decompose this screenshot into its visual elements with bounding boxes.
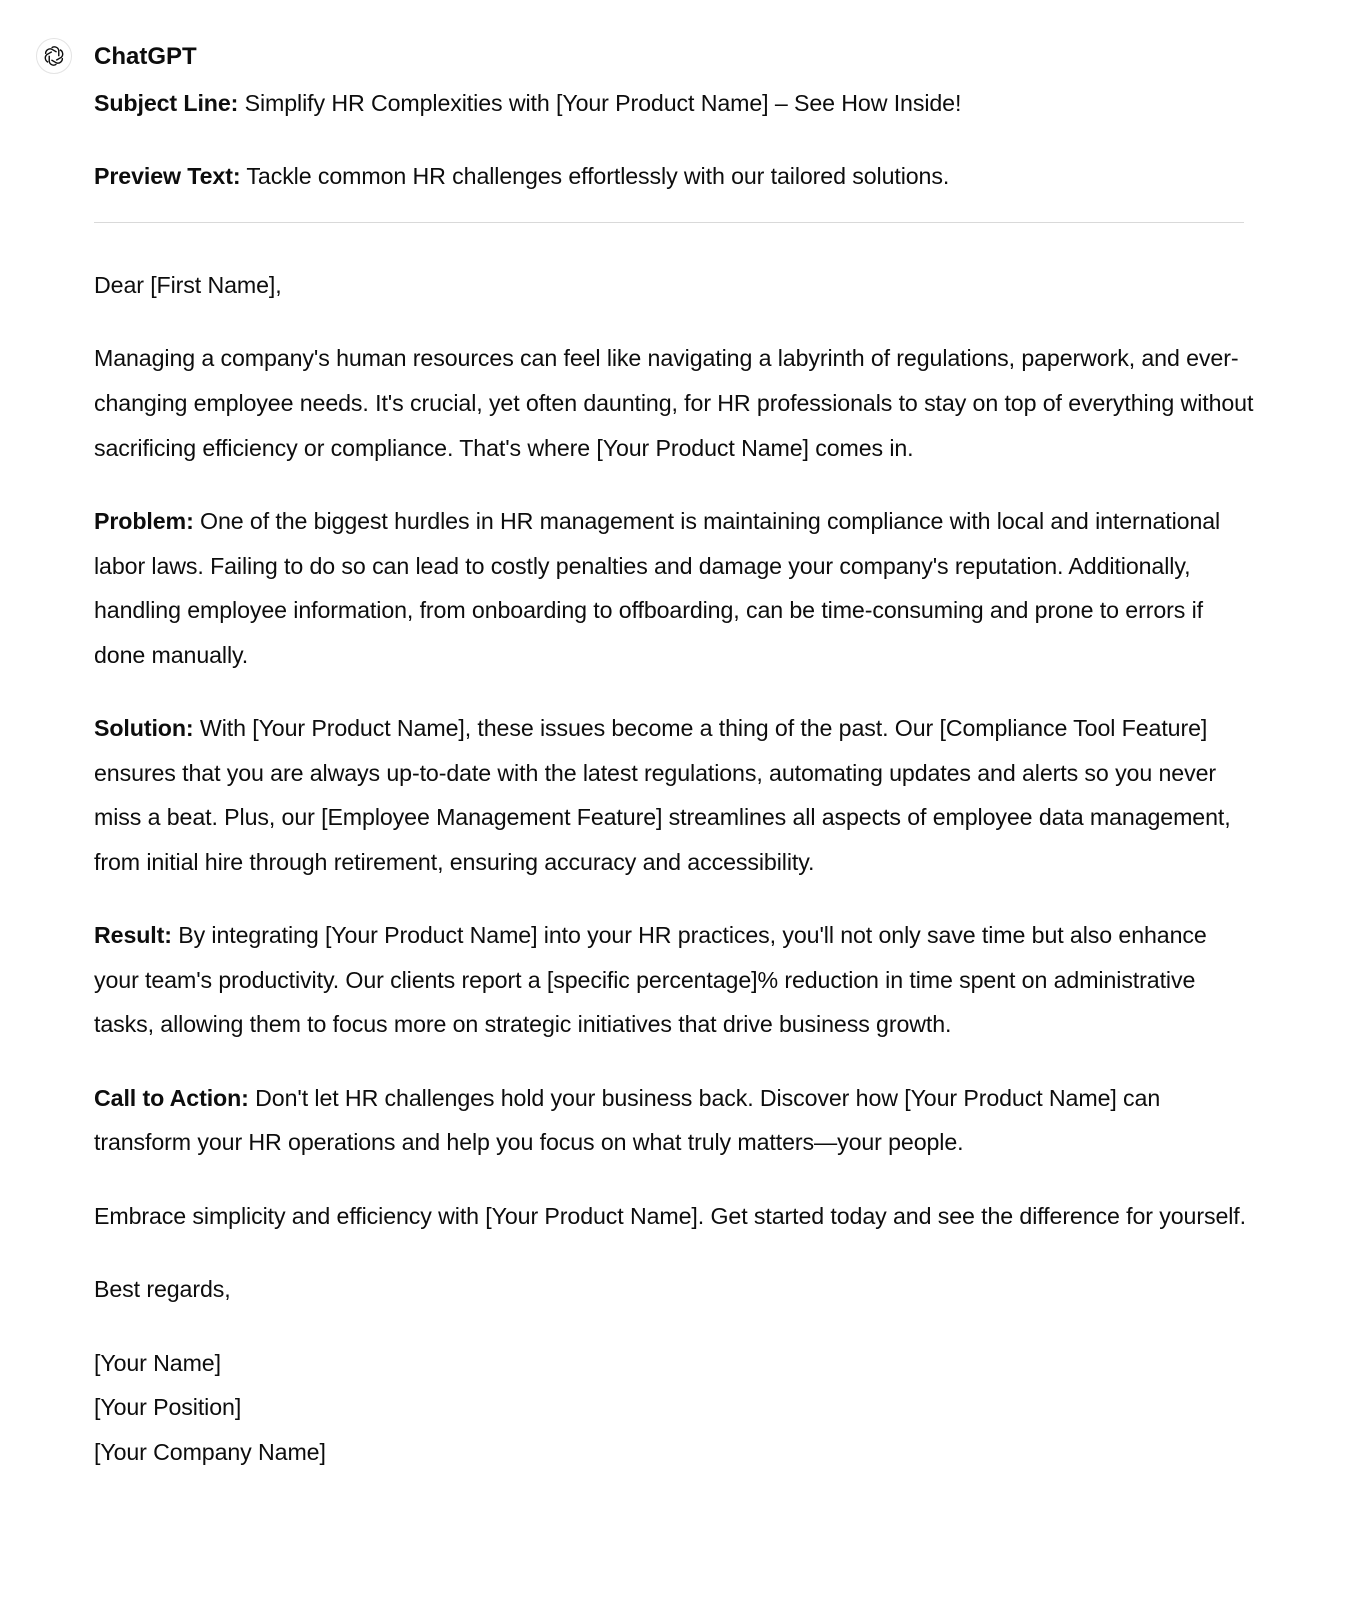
subject-text: Simplify HR Complexities with [Your Product Name] – See How Inside! [238, 90, 962, 116]
solution-text: With [Your Product Name], these issues become a thing of the past. Our [Compliance Tool Feature] ensures that you are always up-to-date with the latest regulations, automating updates and alerts so you never miss a beat. Plus, our [Employee Management Feature] streamlines all aspects of employee data management, from initial hire through retirement, ensuring accuracy and accessibility. [94, 715, 1231, 875]
message-author: ChatGPT [94, 43, 197, 70]
divider [94, 222, 1244, 223]
cta-paragraph [94, 1076, 1254, 1165]
cta-label: Call to Action: [94, 1084, 249, 1111]
openai-logo-icon [41, 43, 67, 69]
problem-text: One of the biggest hurdles in HR management is maintaining compliance with local and international labor laws. Failing to do so can lead to costly penalties and damage your company's reputation. Additionally, handling employee information, from onboarding to offboarding, can be time-consuming and prone to errors if done manually. [94, 507, 1221, 668]
problem-label: Problem: [94, 507, 194, 534]
signature-name: [Your Name] [94, 1349, 221, 1376]
subject-label: Subject Line: [94, 90, 239, 116]
assistant-avatar [36, 38, 72, 74]
problem-paragraph [94, 499, 1254, 677]
signature [94, 1341, 1254, 1475]
signature-company: [Your Company Name] [94, 1438, 326, 1465]
signoff: Best regards, [94, 1276, 231, 1303]
signature-position: [Your Position] [94, 1394, 242, 1421]
result-text: By integrating [Your Product Name] into your HR practices, you'll not only save time but also enhance your team's productivity. Our clients report a [specific percentage]% reduction in time spent on administrative tasks, allowing them to focus more on strategic initiatives that drive business growth. [94, 922, 1207, 1038]
preview-text-value: Tackle common HR challenges effortlessly with our tailored solutions. [240, 163, 950, 190]
subject-line [94, 81, 1254, 126]
intro-paragraph: Managing a company's human resources can feel like navigating a labyrinth of regulations, paperwork, and ever-changing employee needs. It's crucial, yet often daunting, for HR professionals to stay on top of everything without sacrificing efficiency or compliance. That's where [Your Product Name] comes in. [94, 345, 1254, 461]
result-label: Result: [94, 922, 172, 949]
solution-label: Solution: [94, 715, 194, 742]
preview-label: Preview Text: [94, 163, 241, 190]
message-content [94, 81, 1254, 1503]
cta-text: Don't let HR challenges hold your business back. Discover how [Your Product Name] can transform your HR operations and help you focus on what truly matters—your people. [94, 1084, 1161, 1156]
solution-paragraph [94, 706, 1254, 884]
closing-paragraph: Embrace simplicity and efficiency with [Your Product Name]. Get started today and see the difference for yourself. [94, 1202, 1246, 1229]
greeting: Dear [First Name], [94, 271, 282, 298]
preview-text [94, 154, 1254, 199]
result-paragraph [94, 913, 1254, 1047]
